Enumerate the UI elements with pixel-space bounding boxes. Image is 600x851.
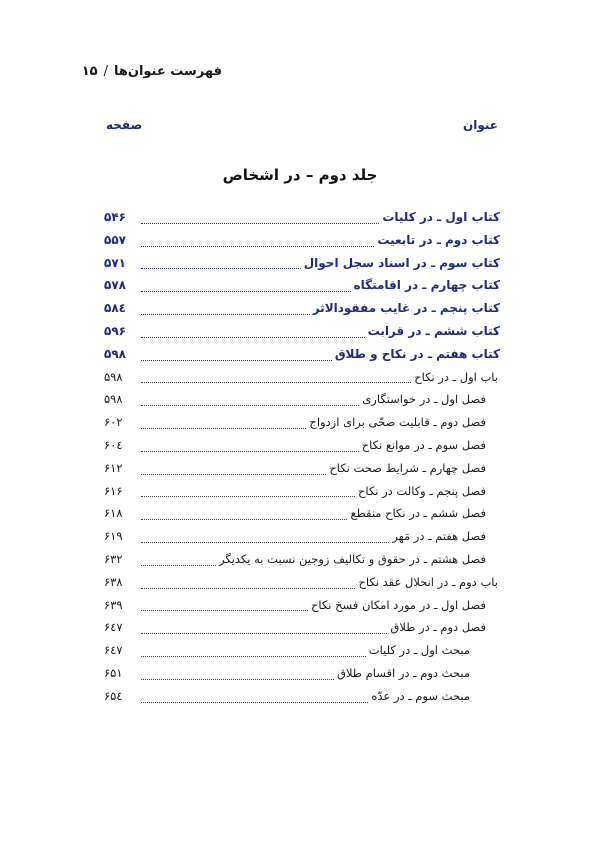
toc-entry-title: کتاب دوم ـ در تابعیت [377, 232, 500, 247]
toc-entry-page: ۵۷۱ [104, 255, 126, 270]
toc-entry [104, 685, 500, 708]
toc-entry-title: کتاب سوم ـ در اسناد سجل احوال [303, 255, 500, 270]
toc-entry-title: مبحث اول ـ در کلیات [368, 643, 470, 658]
toc-entry [104, 616, 500, 639]
dot-leader [141, 580, 355, 589]
toc-entry-title: فصل هفتم ـ در مَهر [392, 529, 486, 544]
dot-leader [141, 215, 379, 224]
dot-leader [141, 488, 355, 497]
toc-entry-page: ۶۳۲ [104, 551, 123, 566]
dot-leader [141, 625, 387, 634]
running-head-title: فهرست عنوان‌ها [113, 64, 222, 79]
toc-entry-page: ۶۳۸ [104, 574, 123, 589]
page-number: ۱۵ [81, 64, 98, 79]
running-head [72, 64, 222, 79]
column-head-page: صفحه [106, 118, 143, 132]
toc-entry [104, 297, 500, 320]
toc-entry [104, 571, 500, 594]
toc-entry-title: کتاب هفتم ـ در نکاح و طلاق [334, 346, 500, 361]
toc-entry-title: فصل سوم ـ در موانع نکاح [361, 437, 486, 452]
toc-entry-title: کتاب پنجم ـ در غایب مفقودالاثر [312, 301, 500, 316]
dot-leader [141, 557, 216, 566]
dot-leader [141, 602, 308, 611]
dot-leader [141, 260, 301, 269]
toc-entry [104, 320, 500, 343]
toc-entry-title: فصل دوم ـ قابلیت صحّی برای ازدواج [309, 415, 486, 430]
dot-leader [141, 352, 332, 361]
dot-leader [141, 329, 365, 338]
dot-leader [141, 511, 347, 520]
toc-entry [104, 343, 500, 366]
toc-entry-title: فصل پنجم ـ وکالت در نکاح [357, 483, 486, 498]
dot-leader [141, 671, 334, 680]
toc-entry-page: ۵۴۶ [104, 210, 126, 224]
toc-entry-page: ۵۷۸ [104, 278, 126, 293]
toc-entry-page: ۶۱۶ [104, 483, 123, 498]
toc-entry [104, 662, 500, 685]
toc-entry-title: مبحث سوم ـ در عدّه [371, 688, 470, 703]
toc-entry [104, 594, 500, 617]
toc-entry-title: کتاب اول ـ در کلیات [382, 210, 500, 224]
toc-entry [104, 457, 500, 480]
toc-entry-title: کتاب ششم ـ در قرابت [367, 323, 500, 338]
dot-leader [141, 397, 359, 406]
toc-entry [104, 366, 500, 389]
toc-entry-page: ۶۵۱ [104, 665, 123, 680]
toc-entry-title: فصل دوم ـ در طلاق [390, 620, 486, 635]
toc-entry-page: ۵۹۸ [104, 392, 123, 407]
toc-entry [104, 411, 500, 434]
toc-entry [104, 252, 500, 275]
toc-entry-page: ۵۹۸ [104, 346, 126, 361]
toc-entry-page: ۶٤۷ [104, 620, 123, 635]
toc-entry-title: فصل ششم ـ در نکاح منقطع [350, 506, 486, 521]
toc-entry-page: ۶۰۲ [104, 415, 123, 430]
dot-leader [141, 694, 368, 703]
toc-entry [104, 206, 500, 229]
toc-entry [104, 502, 500, 525]
toc-entry-page: ۶۵٤ [104, 688, 123, 703]
column-heads [106, 118, 498, 132]
running-head-separator: / [103, 64, 108, 79]
toc-entry-page: ۶۱۹ [104, 529, 123, 544]
toc-entry [104, 480, 500, 503]
toc-entry-title: باب اول ـ در نکاح [414, 369, 498, 384]
dot-leader [141, 466, 326, 475]
toc-entry [104, 525, 500, 548]
toc-entry-title: فصل هشتم ـ در حقوق و تکالیف زوجین نسبت به یکدیگر [218, 551, 486, 566]
toc-entry-page: ۶۱۸ [104, 506, 123, 521]
toc-entry-page: ۵۹۸ [104, 369, 123, 384]
toc-entry-page: ۵۸٤ [104, 301, 126, 316]
dot-leader [141, 238, 374, 247]
toc-entry [104, 434, 500, 457]
toc-entry-title: مبحث دوم ـ در اقسام طلاق [337, 665, 470, 680]
dot-leader [141, 420, 306, 429]
table-of-contents [104, 206, 500, 708]
toc-entry [104, 639, 500, 662]
toc-entry-page: ۶۳۹ [104, 597, 123, 612]
toc-entry-page: ۵۹۶ [104, 323, 126, 338]
toc-entry-title: باب دوم ـ در انحلال عقد نکاح [358, 574, 498, 589]
toc-entry-page: ۶۰٤ [104, 437, 123, 452]
dot-leader [141, 534, 389, 543]
toc-entry-title: فصل اول ـ در مورد امکان فسخ نکاح [310, 597, 486, 612]
toc-entry [104, 548, 500, 571]
dot-leader [141, 283, 351, 292]
toc-entry [104, 229, 500, 252]
dot-leader [141, 374, 411, 383]
volume-title: جلد دوم – در اشخاص [222, 166, 378, 184]
column-head-title: عنوان [463, 118, 498, 132]
dot-leader [141, 306, 310, 315]
toc-entry-title: کتاب چهارم ـ در اقامتگاه [353, 278, 500, 293]
toc-entry-page: ۶٤۷ [104, 643, 123, 658]
toc-entry-page: ۶۱۲ [104, 460, 123, 475]
toc-entry-title: فصل چهارم ـ شرایط صحت نکاح [329, 460, 486, 475]
toc-entry [104, 274, 500, 297]
dot-leader [141, 648, 366, 657]
toc-entry-title: فصل اول ـ در خواستگاری [362, 392, 486, 407]
toc-entry-page: ۵۵۷ [104, 232, 126, 247]
toc-entry [104, 388, 500, 411]
dot-leader [141, 443, 359, 452]
